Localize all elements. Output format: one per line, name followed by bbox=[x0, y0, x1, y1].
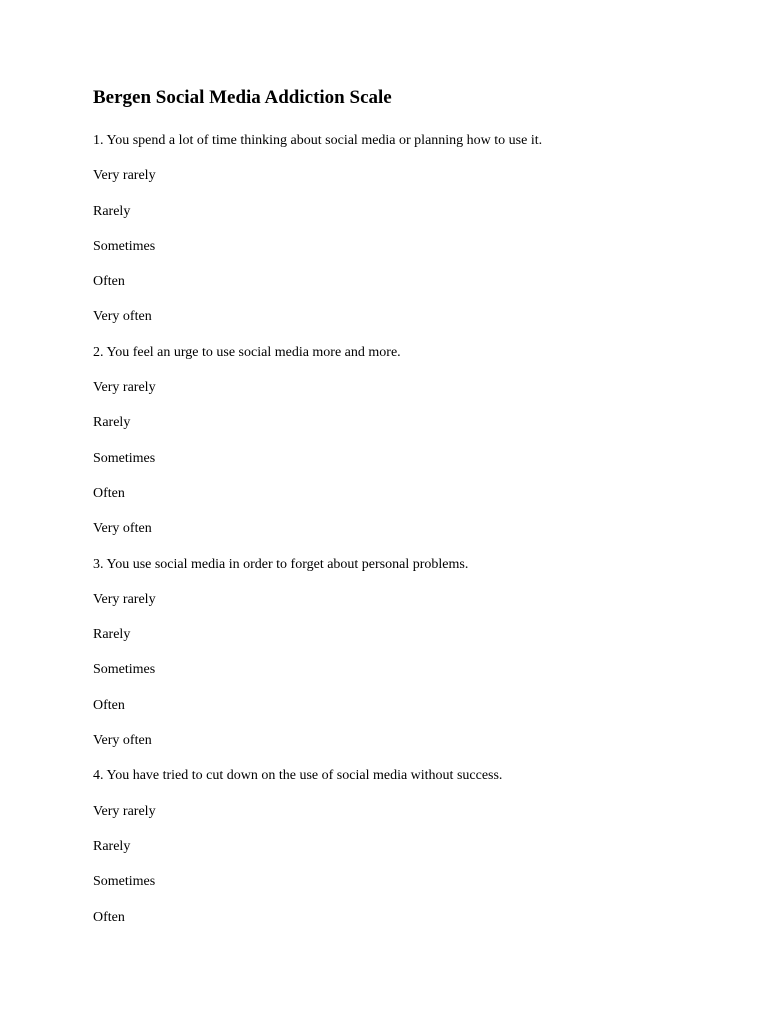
answer-option-very-often: Very often bbox=[93, 521, 152, 537]
answer-option-very-rarely: Very rarely bbox=[93, 591, 156, 607]
question-text: 3. You use social media in order to forget about personal problems. bbox=[93, 556, 469, 572]
answer-option-very-often: Very often bbox=[93, 309, 152, 325]
answer-option-sometimes: Sometimes bbox=[93, 874, 156, 890]
answer-option-often: Often bbox=[93, 697, 125, 713]
answer-option-often: Often bbox=[93, 909, 125, 925]
answer-option-very-rarely: Very rarely bbox=[93, 380, 156, 396]
question-1 bbox=[93, 132, 713, 326]
answer-option-rarely: Rarely bbox=[93, 415, 131, 431]
question-4 bbox=[93, 767, 713, 926]
answer-option-sometimes: Sometimes bbox=[93, 662, 156, 678]
document-page bbox=[93, 86, 713, 944]
answer-option-very-rarely: Very rarely bbox=[93, 168, 156, 184]
question-2 bbox=[93, 344, 713, 538]
answer-option-sometimes: Sometimes bbox=[93, 238, 156, 254]
answer-option-often: Often bbox=[93, 274, 125, 290]
answer-option-rarely: Rarely bbox=[93, 838, 131, 854]
answer-option-very-often: Very often bbox=[93, 733, 152, 749]
answer-option-sometimes: Sometimes bbox=[93, 450, 156, 466]
document-title: Bergen Social Media Addiction Scale bbox=[93, 87, 392, 108]
answer-option-rarely: Rarely bbox=[93, 203, 131, 219]
answer-option-very-rarely: Very rarely bbox=[93, 803, 156, 819]
answer-option-often: Often bbox=[93, 485, 125, 501]
question-3 bbox=[93, 556, 713, 750]
question-text: 2. You feel an urge to use social media more and more. bbox=[93, 344, 401, 360]
question-text: 4. You have tried to cut down on the use of social media without success. bbox=[93, 768, 503, 784]
answer-option-rarely: Rarely bbox=[93, 627, 131, 643]
question-text: 1. You spend a lot of time thinking about social media or planning how to use it. bbox=[93, 133, 543, 148]
